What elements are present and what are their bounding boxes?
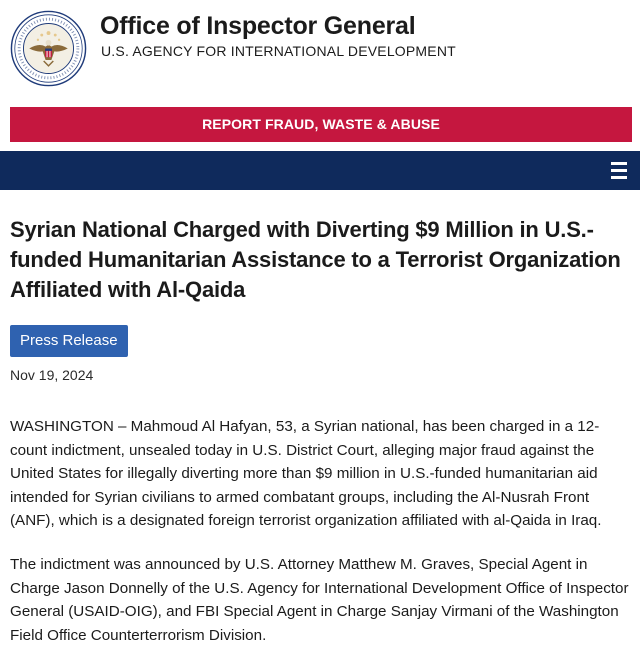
org-title[interactable]: Office of Inspector General: [100, 12, 416, 40]
press-release-tag[interactable]: Press Release: [10, 325, 128, 357]
usaid-oig-seal-icon[interactable]: [10, 10, 87, 87]
publish-date: Nov 19, 2024: [10, 367, 94, 383]
article-paragraph: The indictment was announced by U.S. Attorney Matthew M. Graves, Special Agent in Charge Jason Donnelly of the U.S. Agency for International Development Office of Inspector General (USAID-OIG), and FBI Special Agent in Charge Sanjay Virmani of the Washington Field Office Counterterrorism Division.: [10, 556, 629, 644]
report-fraud-button[interactable]: REPORT FRAUD, WASTE & ABUSE: [10, 107, 632, 142]
main-navbar: [0, 151, 640, 190]
hamburger-menu-icon[interactable]: [611, 160, 630, 181]
article-title: Syrian National Charged with Diverting $9 Million in U.S.-funded Humanitarian Assistance to a Terrorist Organization Affiliated with Al-Qaida: [10, 217, 621, 302]
article-paragraph: WASHINGTON – Mahmoud Al Hafyan, 53, a Syrian national, has been charged in a 12-count indictment, unsealed today in U.S. District Court, alleging major fraud against the United States for illegally diverting more than $9 million in U.S.-funded humanitarian aid intended for Syrian civilians to armed combatant groups, including the Al-Nusrah Front (ANF), which is a designated foreign terrorist organization affiliated with al-Qaida in Iraq.: [10, 418, 602, 529]
site-header: [0, 0, 640, 96]
org-subtitle: U.S. AGENCY FOR INTERNATIONAL DEVELOPMENT: [101, 43, 456, 59]
